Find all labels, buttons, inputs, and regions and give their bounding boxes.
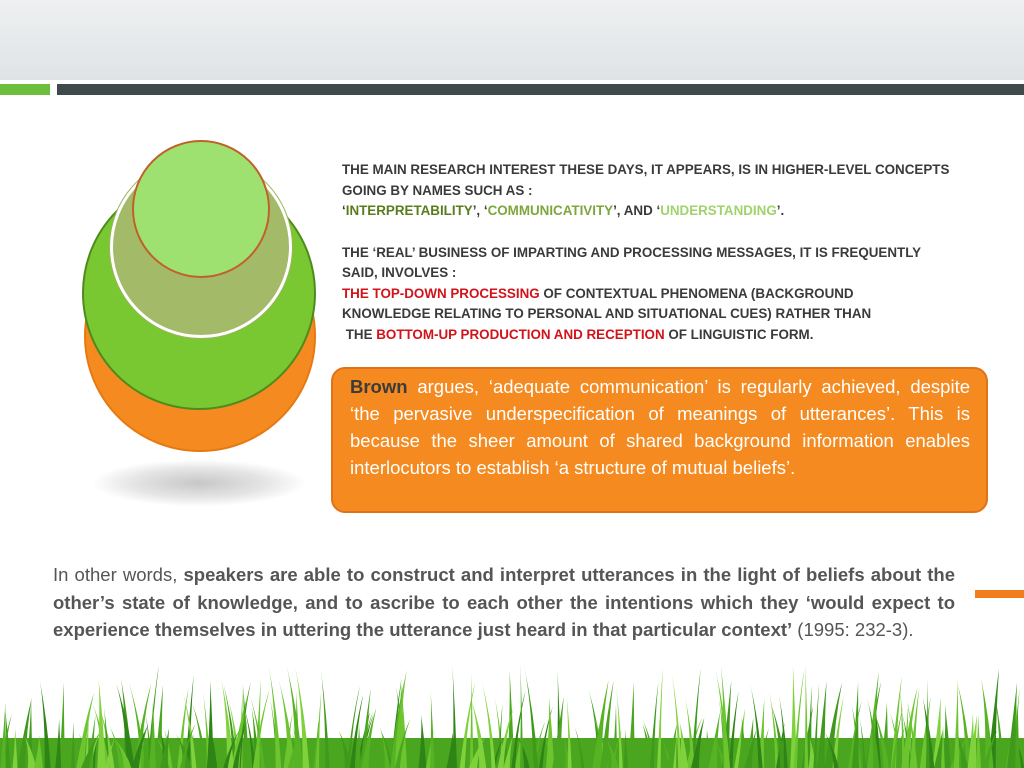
grass-blade	[804, 664, 808, 768]
business-line-5	[342, 325, 982, 346]
quote-author: Brown	[350, 376, 408, 397]
orange-accent-bar	[975, 590, 1024, 598]
heading-line-2: GOING BY NAMES SUCH AS :	[342, 182, 533, 198]
grass-border	[0, 660, 1024, 768]
separator: ’, ‘	[472, 203, 488, 218]
summary-bold: speakers are able to construct and interpret utterances in the light of beliefs about the other’s state of knowledge, and to ascribe to each other the intentions which they ‘would expect to experience themselves in uttering the utterance just heard in that particular context’	[53, 564, 955, 640]
quote-mark: ‘	[342, 203, 346, 218]
dark-rule	[57, 84, 1024, 95]
keyword-understanding: UNDERSTANDING	[660, 203, 777, 218]
summary-intro: In other words,	[53, 564, 184, 585]
business-line-4: KNOWLEDGE RELATING TO PERSONAL AND SITUATIONAL CUES) RATHER THAN	[342, 306, 872, 321]
business-line-2: SAID, INVOLVES :	[342, 265, 457, 280]
heading-block	[342, 160, 982, 345]
summary-paragraph	[53, 561, 955, 644]
grass-blade	[628, 682, 635, 768]
business-text: THE	[342, 326, 377, 342]
quote-mark: ’.	[776, 203, 785, 218]
green-rule	[0, 84, 50, 95]
separator: ’, AND ‘	[613, 203, 661, 218]
quote-text: argues, ‘adequate communication’ is regularly achieved, despite ‘the pervasive underspecification of meanings of utterances’. This is because the sheer amount of shared background information enables interlocutors to establish ‘a structure of mutual beliefs’.	[350, 376, 970, 478]
grass-blade	[149, 702, 156, 768]
header-band	[0, 0, 1024, 80]
summary-citation: (1995: 232-3).	[792, 619, 914, 640]
quote-box	[331, 367, 988, 513]
circle-shadow	[94, 460, 304, 506]
grass-blade	[546, 697, 554, 768]
business-text: OF CONTEXTUAL PHENOMENA (BACKGROUND	[539, 285, 854, 301]
keyword-interpretability: INTERPRETABILITY	[345, 203, 473, 218]
stacked-circles-graphic	[80, 138, 320, 518]
heading-line-1: THE MAIN RESEARCH INTEREST THESE DAYS, IT APPEARS, IS IN HIGHER-LEVEL CONCEPTS	[342, 162, 950, 177]
grass-blade	[430, 691, 435, 768]
keyword-bottom-up: BOTTOM-UP PRODUCTION AND RECEPTION	[376, 326, 665, 342]
heading-keywords	[342, 201, 982, 222]
keyword-top-down: THE TOP-DOWN PROCESSING	[342, 285, 540, 301]
light-green-circle	[132, 140, 270, 278]
business-line-3	[342, 284, 982, 305]
grass-blade	[954, 681, 959, 768]
grass-blade	[470, 673, 474, 768]
keyword-communicativity: COMMUNICATIVITY	[487, 203, 614, 218]
business-line-1: THE ‘REAL’ BUSINESS OF IMPARTING AND PROCESSING MESSAGES, IT IS FREQUENTLY	[342, 244, 922, 260]
business-text: OF LINGUISTIC FORM.	[664, 326, 814, 342]
